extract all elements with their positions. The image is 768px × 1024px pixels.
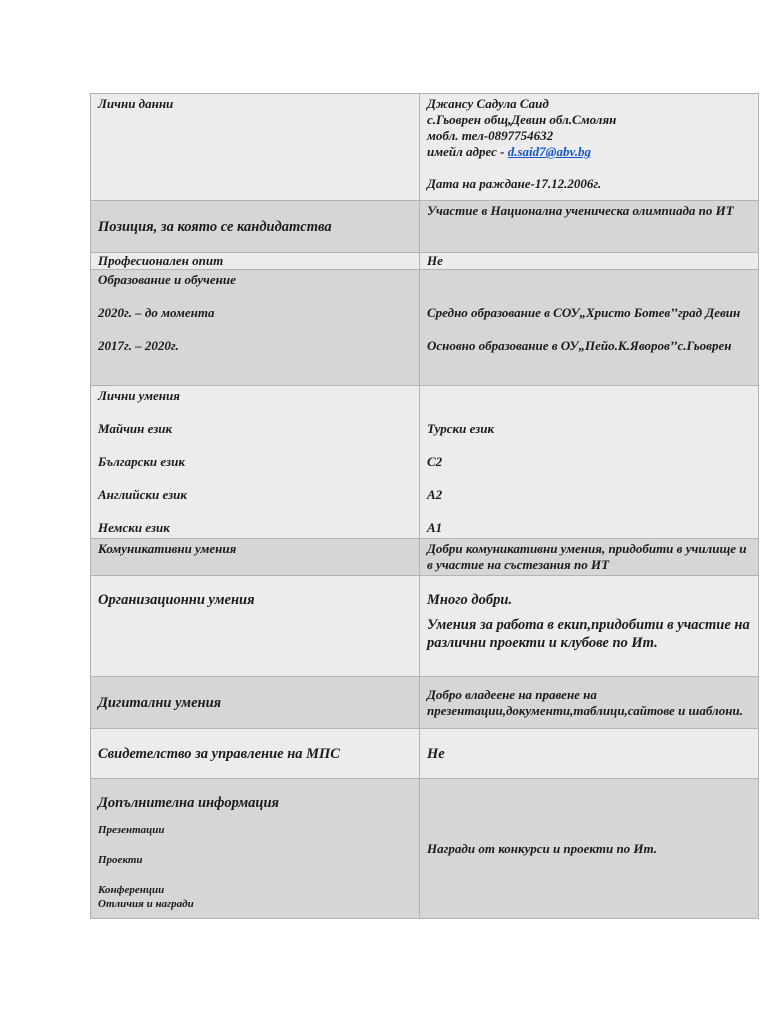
applicant-name: Джансу Садула Саид (427, 96, 549, 111)
additional-item-projects: Проекти (98, 854, 143, 866)
additional-label: Допълнителна информация (98, 795, 279, 811)
education-period-2: 2017г. – 2020г. (98, 338, 179, 353)
bulgarian-value: С2 (427, 454, 443, 469)
position-label: Позиция, за която се кандидатства (98, 218, 332, 235)
german-value: А1 (427, 520, 443, 535)
skills-row (91, 386, 759, 539)
digital-value-cell (420, 677, 759, 729)
organizational-value-1: Много добри. (427, 592, 513, 608)
digital-label-cell (91, 677, 420, 729)
organizational-label: Организационни умения (98, 592, 255, 608)
license-value: Не (427, 745, 445, 762)
experience-label: Професионален опит (98, 253, 224, 268)
personal-label-cell (91, 94, 420, 201)
personal-value-cell (420, 94, 759, 201)
license-value-cell (420, 729, 759, 779)
additional-label-cell (91, 779, 420, 919)
additional-item-presentations: Презентации (98, 824, 165, 836)
experience-value: Не (427, 253, 443, 268)
education-row (91, 270, 759, 386)
education-value-cell (420, 270, 759, 386)
license-label-cell (91, 729, 420, 779)
applicant-address: с.Гьоврен общ,Девин обл.Смолян (427, 112, 617, 127)
skills-label-cell (91, 386, 420, 539)
education-school-1: Средно образование в СОУ„Христо Ботев’’град Девин (427, 305, 741, 320)
digital-row (91, 677, 759, 729)
personal-row (91, 94, 759, 201)
skills-label: Лични умения (98, 388, 180, 403)
position-label-cell (91, 201, 420, 253)
communication-label-cell (91, 539, 420, 576)
experience-label-cell (91, 253, 420, 270)
german-label: Немски език (98, 520, 170, 535)
email-prefix: имейл адрес - (427, 144, 508, 159)
education-label-cell (91, 270, 420, 386)
organizational-value-cell (420, 576, 759, 677)
additional-row (91, 779, 759, 919)
english-label: Английски език (98, 487, 187, 502)
position-value: Участие в Национална ученическа олимпиада по ИТ (427, 203, 734, 218)
license-row (91, 729, 759, 779)
communication-row (91, 539, 759, 576)
mother-tongue-value: Турски език (427, 421, 495, 436)
email-link[interactable]: d.said7@abv.bg (507, 144, 591, 159)
education-period-1: 2020г. – до момента (98, 305, 215, 320)
additional-item-awards: Отличия и награди (98, 898, 194, 910)
position-row (91, 201, 759, 253)
additional-value-cell (420, 779, 759, 919)
position-value-cell (420, 201, 759, 253)
applicant-email-line (427, 144, 751, 160)
applicant-phone: мобл. тел-0897754632 (427, 128, 554, 143)
digital-value: Добро владеене на правене на презентации,документи,таблици,сайтове и шаблони. (427, 686, 743, 718)
organizational-value-2: Умения за работа в екип,придобити в участие на различни проекти и клубове по Ит. (427, 617, 750, 651)
additional-value: Награди от конкурси и проекти по Ит. (427, 840, 658, 856)
digital-label: Дигитални умения (98, 694, 222, 711)
education-label: Образование и обучение (98, 272, 236, 287)
additional-item-conferences: Конференции (98, 884, 165, 896)
experience-row (91, 253, 759, 270)
license-label: Свидетелство за управление на МПС (98, 745, 340, 762)
personal-label: Лични данни (98, 96, 174, 111)
cv-table (90, 93, 759, 919)
communication-label: Комуникативни умения (98, 541, 237, 556)
communication-value: Добри комуникативни умения, придобити в училище и в участие на състезания по ИТ (427, 541, 747, 572)
english-value: А2 (427, 487, 443, 502)
experience-value-cell (420, 253, 759, 270)
bulgarian-label: Български език (98, 454, 185, 469)
communication-value-cell (420, 539, 759, 576)
mother-tongue-label: Майчин език (98, 421, 173, 436)
birth-date: Дата на раждане-17.12.2006г. (427, 176, 602, 191)
skills-value-cell (420, 386, 759, 539)
organizational-row (91, 576, 759, 677)
education-school-2: Основно образование в ОУ„Пейо.К.Яворов’’с.Гьоврен (427, 338, 732, 353)
organizational-label-cell (91, 576, 420, 677)
